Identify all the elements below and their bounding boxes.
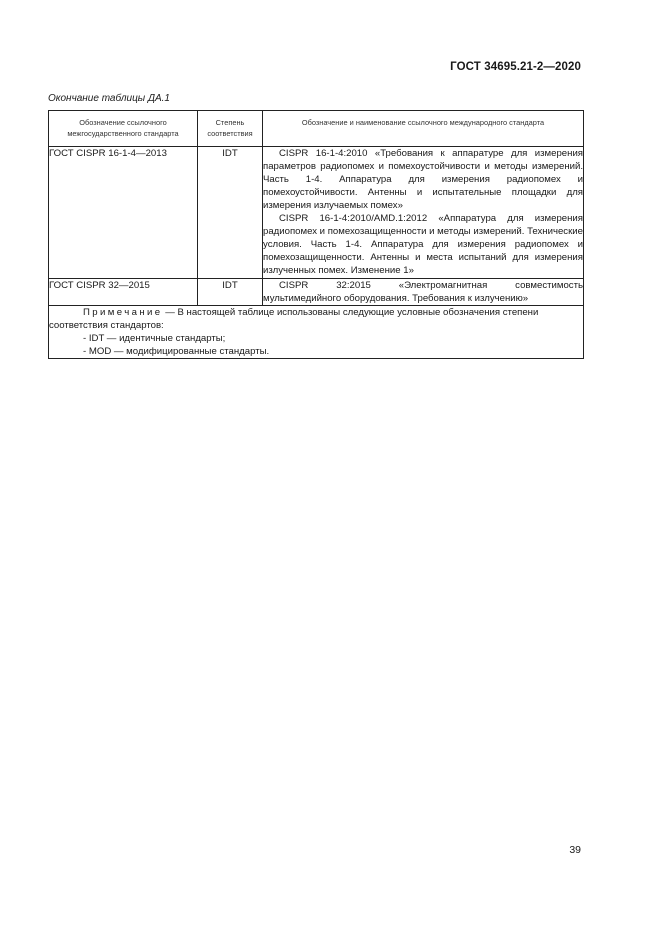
international-standard-cell [263,278,584,305]
column-header-degree: Степень соответствия [198,111,263,147]
column-header-international-standard: Обозначение и наименование ссылочного международного стандарта [263,111,584,147]
note-label: Примечание [83,306,163,318]
note-text [49,306,583,332]
table-note-row [49,305,584,358]
note-list-item: - IDT — идентичные стандарты; [83,332,226,344]
table-header-row [49,111,584,147]
reference-standards-table [48,110,584,359]
degree-cell: IDT [198,278,263,305]
degree-cell: IDT [198,146,263,278]
reference-paragraph: CISPR 32:2015 «Электромагнитная совместимость мультимедийного оборудования. Требования к излучению» [263,279,583,304]
table-note [49,305,584,358]
reference-paragraph: CISPR 16-1-4:2010/AMD.1:2012 «Аппаратура для измерения радиопомех и помехозащищенности и методы измерений. Технические условия. Часть 1-4. Аппаратура для измерения радиопомех и помехозащищенности. Антенны и места испытаний для измерения излученных помех. Изменение 1» [263,213,583,277]
interstate-standard-cell: ГОСТ CISPR 16-1-4—2013 [49,146,198,278]
column-header-interstate-standard: Обозначение ссылочного межгосударственного стандарта [49,111,198,147]
note-list-item: - MOD — модифицированные стандарты. [83,346,270,357]
table-row [49,146,584,278]
reference-paragraph: CISPR 16-1-4:2010 «Требования к аппаратуре для измерения параметров радиопомех и помехоустойчивости и методы измерений. Часть 1-4. Аппаратура для измерения радиопомех и помехоустойчивости. Антенны и испытательные площадки для измерения излучаемых помех» [263,147,583,211]
table-row [49,278,584,305]
table-caption: Окончание таблицы ДА.1 [48,93,170,104]
page-number: 39 [569,844,581,856]
standard-designation: ГОСТ 34695.21-2—2020 [450,61,581,73]
international-standard-cell [263,146,584,278]
note-body: — В настоящей таблице использованы следующие условные обозначения степени соответствия стандартов: [49,306,539,331]
interstate-standard-cell: ГОСТ CISPR 32—2015 [49,278,198,305]
